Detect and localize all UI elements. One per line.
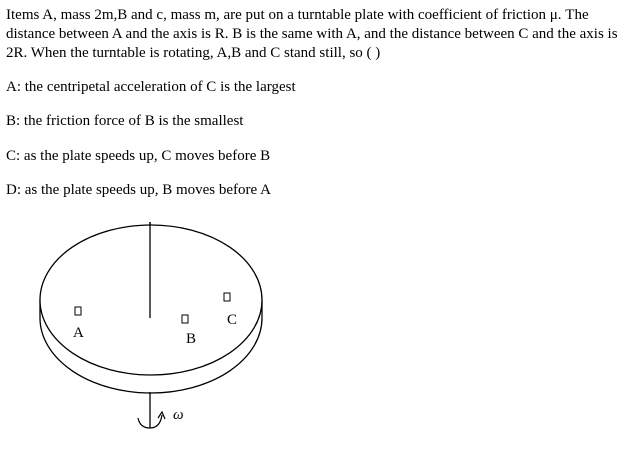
item-c-block	[224, 293, 230, 301]
item-b-block	[182, 315, 188, 323]
option-b[interactable]: B: the friction force of B is the smallest	[6, 113, 244, 129]
item-a-label: A	[73, 325, 84, 341]
option-a[interactable]: A: the centripetal acceleration of C is the largest	[6, 79, 296, 95]
question-text: Items A, mass 2m,B and c, mass m, are put on a turntable plate with coefficient of friction μ. The distance between A and the axis is R. B is the same with A, and the distance between C and the axis is 2R. When the turntable is rotating, A,B and C stand still, so ( )	[6, 7, 618, 61]
omega-label: ω	[173, 407, 184, 423]
item-c-label: C	[227, 312, 238, 328]
item-a-block	[75, 307, 81, 315]
option-d[interactable]: D: as the plate speeds up, B moves before A	[6, 182, 271, 198]
option-c[interactable]: C: as the plate speeds up, C moves before B	[6, 148, 271, 164]
item-b-label: B	[186, 331, 197, 347]
